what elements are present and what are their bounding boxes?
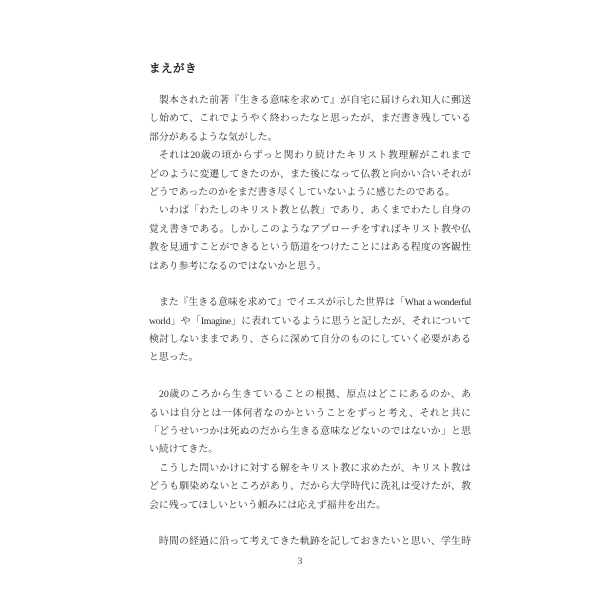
text-line: 覚え書きである。しかしこのようなアプローチをすればキリスト教や仏 xyxy=(149,223,471,235)
text-line: どのように変遷してきたのか、また後になって仏教と向かい合いそれが xyxy=(149,168,471,180)
text-line: るいは自分とは一体何者なのかということをずっと考え、それと共に xyxy=(149,407,471,419)
text-line: いわば「わたしのキリスト教と仏教」であり、あくまでわたし自身の xyxy=(158,205,471,217)
body-paragraphs xyxy=(149,92,471,552)
text-line: world」や「Imagine」に表れているように思うと記したが、それについて xyxy=(149,315,471,327)
text-line: 検討しないままであり、さらに深めて自分のものにしていく必要がある xyxy=(149,334,471,346)
paragraph xyxy=(149,202,471,276)
text-line: 教を見通すことができるという筋道をつけたことにはある程度の客観性 xyxy=(149,242,471,254)
text-line: し始めて、これでようやく終わったなと思ったが、まだ書き残している xyxy=(149,113,471,125)
page-title: まえがき xyxy=(149,63,197,75)
text-line: 「どうせいつかは死ぬのだから生きる意味などないのではないか」と思 xyxy=(149,426,471,438)
page-content xyxy=(149,61,471,552)
paragraph xyxy=(149,533,471,551)
text-line: 会に残ってほしいという頼みには応えず福井を出た。 xyxy=(149,499,387,511)
paragraph xyxy=(149,92,471,147)
paragraph xyxy=(149,460,471,515)
text-line: と思った。 xyxy=(149,352,199,364)
paragraph xyxy=(149,294,471,368)
text-line: はあり参考になるのではないかと思う。 xyxy=(149,260,327,272)
text-line: こうした問いかけに対する解をキリスト教に求めたが、キリスト教は xyxy=(158,462,471,474)
page-number: 3 xyxy=(297,557,303,567)
text-line: どうも馴染めないところがあり、だから大学時代に洗礼は受けたが、教 xyxy=(149,481,471,493)
text-line: い続けてきた。 xyxy=(149,444,219,456)
text-line: どうであったのかをまだ書き尽くしていないように感じたのである。 xyxy=(149,186,456,198)
paragraph xyxy=(149,147,471,202)
text-line: 部分があるような気がした。 xyxy=(149,131,278,143)
text-line: それは20歳の頃からずっと関わり続けたキリスト教理解がこれまで xyxy=(158,150,471,162)
text-line: 製本された前著『生きる意味を求めて』が自宅に届けられ知人に郵送 xyxy=(158,95,471,106)
text-line: 時間の経過に沿って考えてきた軌跡を記しておきたいと思い、学生時 xyxy=(158,536,471,548)
text-line: また『生きる意味を求めて』でイエスが示した世界は「What a wonderful xyxy=(158,297,471,309)
text-line: 20歳のころから生きていることの根拠、原点はどこにあるのか、あ xyxy=(158,389,471,401)
paragraph xyxy=(149,386,471,460)
